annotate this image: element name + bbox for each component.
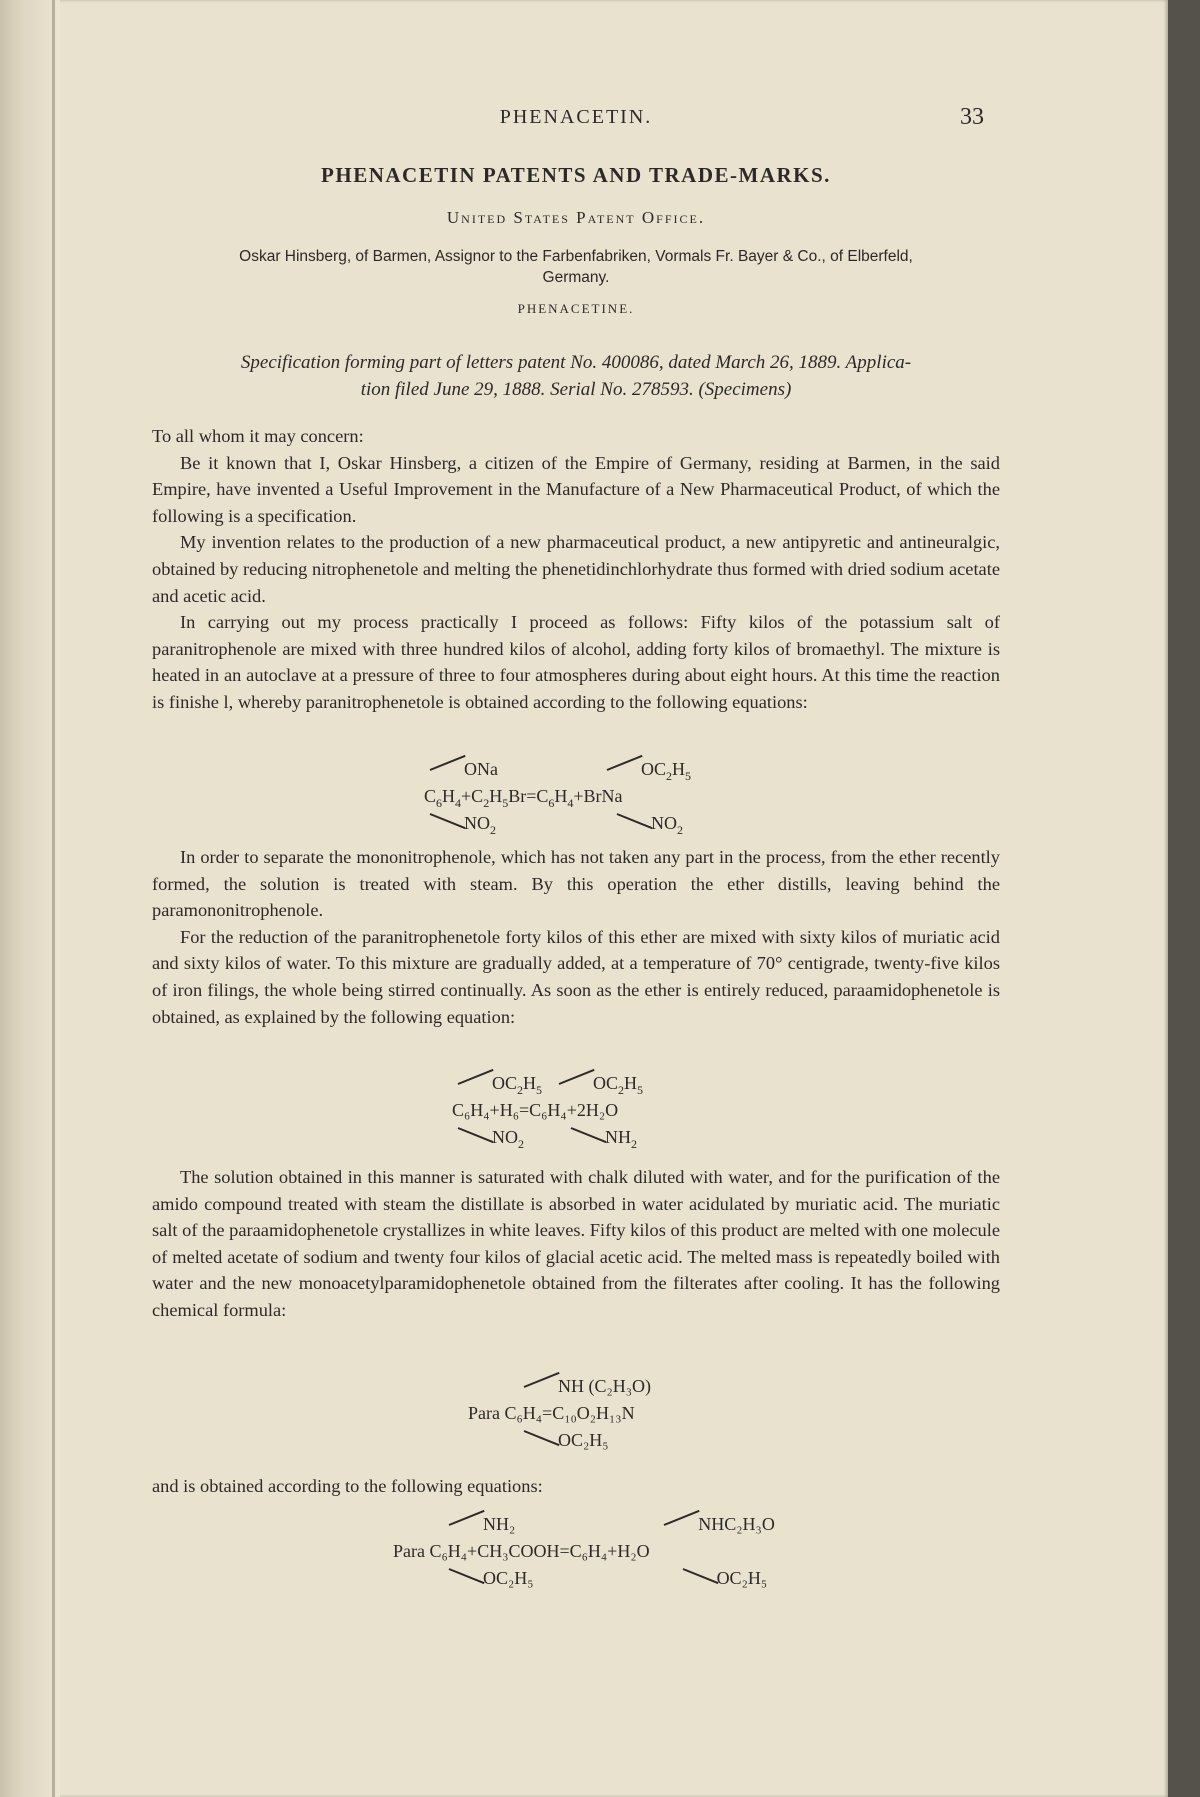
formula-prefix: Para <box>468 1403 500 1423</box>
formula-subscript: 2 <box>666 769 673 783</box>
bond-down-icon <box>617 819 651 829</box>
specification-line-1: Specification forming part of letters patent No. 400086, dated March 26, 1889. Applica- <box>240 352 912 373</box>
formula-text: +BrNa <box>573 786 623 806</box>
text-block-purification <box>152 1164 1000 1324</box>
paragraph-equations-intro: and is obtained according to the following equations: <box>152 1476 543 1496</box>
page-fold <box>52 0 55 1797</box>
formula-text: NO <box>651 813 677 833</box>
formula-text: H <box>672 759 686 779</box>
formula-subscript: 2 <box>517 1083 524 1097</box>
running-head: PHENACETIN. <box>499 106 653 128</box>
formula-text: OC <box>641 759 667 779</box>
text-block-intro <box>152 423 1000 716</box>
formula-subscript: 5 <box>685 769 692 783</box>
bond-down-icon <box>571 1133 605 1143</box>
bond-up-icon <box>524 1382 558 1392</box>
page-title: PHENACETIN PATENTS AND TRADE-MARKS. <box>321 163 831 187</box>
page-number: 33 <box>960 104 984 130</box>
equation-acetylation <box>393 1511 775 1592</box>
bond-up-icon <box>430 765 464 775</box>
formula-text: OC₂H₅ <box>558 1430 609 1450</box>
assignor-line <box>152 246 1000 288</box>
paragraph-reduction: For the reduction of the paranitrophenetole forty kilos of this ether are mixed with sixty kilos of muriatic acid and sixty kilos of water. To this mixture are gradually added, at a temperature of 70° centigrade, twenty-five kilos of iron filings, the whole being stirred continually. As soon as the ether is entirely reduced, paraamidophenetole is obtained, as explained by the following equation: <box>152 926 1000 1027</box>
formula-subscript: 2 <box>677 823 683 837</box>
formula-line: C₆H₄+H₆=C₆H₄+2H₂O <box>452 1100 619 1120</box>
equation-amidophenetole <box>452 1070 643 1151</box>
formula-text: H <box>489 786 503 806</box>
bond-down-icon <box>524 1436 558 1446</box>
formula-subscript: 6 <box>436 796 443 810</box>
formula-text: NO <box>464 813 490 833</box>
formula-subscript: 2 <box>631 1137 637 1151</box>
formula-text: +C <box>461 786 484 806</box>
formula-line: C₆H₄+CH₃COOH=C₆H₄+H₂O <box>429 1541 650 1561</box>
formula-text: ONa <box>464 759 498 779</box>
assignor-line-1: Oskar Hinsberg, of Barmen, Assignor to the Farbenfabriken, Vormals Fr. Bayer & Co., of Elberfeld, <box>239 248 913 265</box>
specification-note <box>152 349 1000 403</box>
formula-subscript: 2 <box>490 823 496 837</box>
formula-phenacetin <box>468 1373 651 1454</box>
formula-subscript: 5 <box>536 1083 543 1097</box>
formula-subscript: 4 <box>567 796 574 810</box>
bond-down-icon <box>458 1133 492 1143</box>
formula-text: H <box>624 1073 638 1093</box>
bond-up-icon <box>559 1079 593 1089</box>
text-block-equations-intro <box>152 1473 1000 1500</box>
bond-down-icon <box>683 1574 717 1584</box>
paragraph-separation: In order to separate the mononitrophenole, which has not taken any part in the process, from the ether recently formed, the solution is treated with steam. By this operation the ether distills, leaving behind the paramononitrophenole. <box>152 847 1000 921</box>
formula-text: OC₂H₅ <box>716 1568 768 1588</box>
formula-text: Br=C <box>508 786 549 806</box>
formula-subscript: 2 <box>483 796 490 810</box>
text-block-separation <box>152 844 1000 1030</box>
formula-prefix: Para <box>393 1541 425 1561</box>
bond-down-icon <box>430 819 464 829</box>
paragraph-salutation: To all whom it may concern: <box>152 426 364 446</box>
formula-text: C <box>424 786 437 806</box>
formula-text: H <box>523 1073 537 1093</box>
formula-text: NHC₂H₃O <box>698 1514 775 1534</box>
paragraph-invention: My invention relates to the production of a new pharmaceutical product, a new antipyretic and antineuralgic, obtained by reducing nitrophenetole and melting the phenetidinchlorhydrate thus formed with dried sodium acetate and acetic acid. <box>152 532 1000 606</box>
formula-text: NH (C₂H₃O) <box>558 1376 652 1396</box>
page-gutter <box>0 0 60 1797</box>
formula-subscript: 6 <box>548 796 555 810</box>
paragraph-inventor: Be it known that I, Oskar Hinsberg, a citizen of the Empire of Germany, residing at Barmen, in the said Empire, have invented a Useful Improvement in the Manufacture of a New Pharmaceutical Product, of which the following is a specification. <box>152 452 1000 526</box>
formula-subscript: 2 <box>618 1083 625 1097</box>
bond-up-icon <box>449 1520 483 1530</box>
formula-text: NH₂ <box>483 1514 516 1534</box>
formula-subscript: 5 <box>637 1083 644 1097</box>
formula-subscript: 4 <box>455 796 462 810</box>
formula-text: NO <box>492 1127 518 1147</box>
paragraph-purification: The solution obtained in this manner is saturated with chalk diluted with water, and for the purification of the amido compound treated with steam the distillate is absorbed in water acidulated by muriatic acid. The muriatic salt of the paraamidophenetole crystallizes in white leaves. Fifty kilos of this product are melted with one molecule of melted acetate of sodium and twenty four kilos of glacial acetic acid. The melted mass is repeatedly boiled with water and the new monoacetylparamidophenetole obtained from the filterates after cooling. It has the following chemical formula: <box>152 1167 1000 1320</box>
equation-nitrophenetole <box>424 756 691 837</box>
formula-text: OC₂H₅ <box>483 1568 534 1588</box>
formula-line: C₆H₄=C₁₀O₂H₁₃N <box>504 1403 635 1423</box>
subject-heading: PHENACETINE. <box>517 301 635 316</box>
bond-up-icon <box>664 1520 698 1530</box>
bond-down-icon <box>449 1574 483 1584</box>
formula-subscript: 2 <box>518 1137 524 1151</box>
formula-text: H <box>554 786 568 806</box>
bond-up-icon <box>607 765 641 775</box>
bond-up-icon <box>458 1079 492 1089</box>
formula-text: OC <box>492 1073 518 1093</box>
formula-subscript: 5 <box>502 796 509 810</box>
formula-text: OC <box>593 1073 619 1093</box>
assignor-line-2: Germany. <box>542 269 610 286</box>
specification-line-2: tion filed June 29, 1888. Serial No. 278593. (Specimens) <box>360 379 792 400</box>
office-heading: United States Patent Office. <box>446 208 706 227</box>
paragraph-process: In carrying out my process practically I proceed as follows: Fifty kilos of the potassium salt of paranitrophenole are mixed with three hundred kilos of alcohol, adding forty kilos of bromaethyl. The mixture is heated in an autoclave at a pressure of three to four atmospheres during about eight hours. At this time the reaction is finishe l, whereby paranitrophenetole is obtained according to the following equations: <box>152 612 1000 712</box>
formula-text: NH <box>605 1127 631 1147</box>
formula-text: H <box>442 786 456 806</box>
